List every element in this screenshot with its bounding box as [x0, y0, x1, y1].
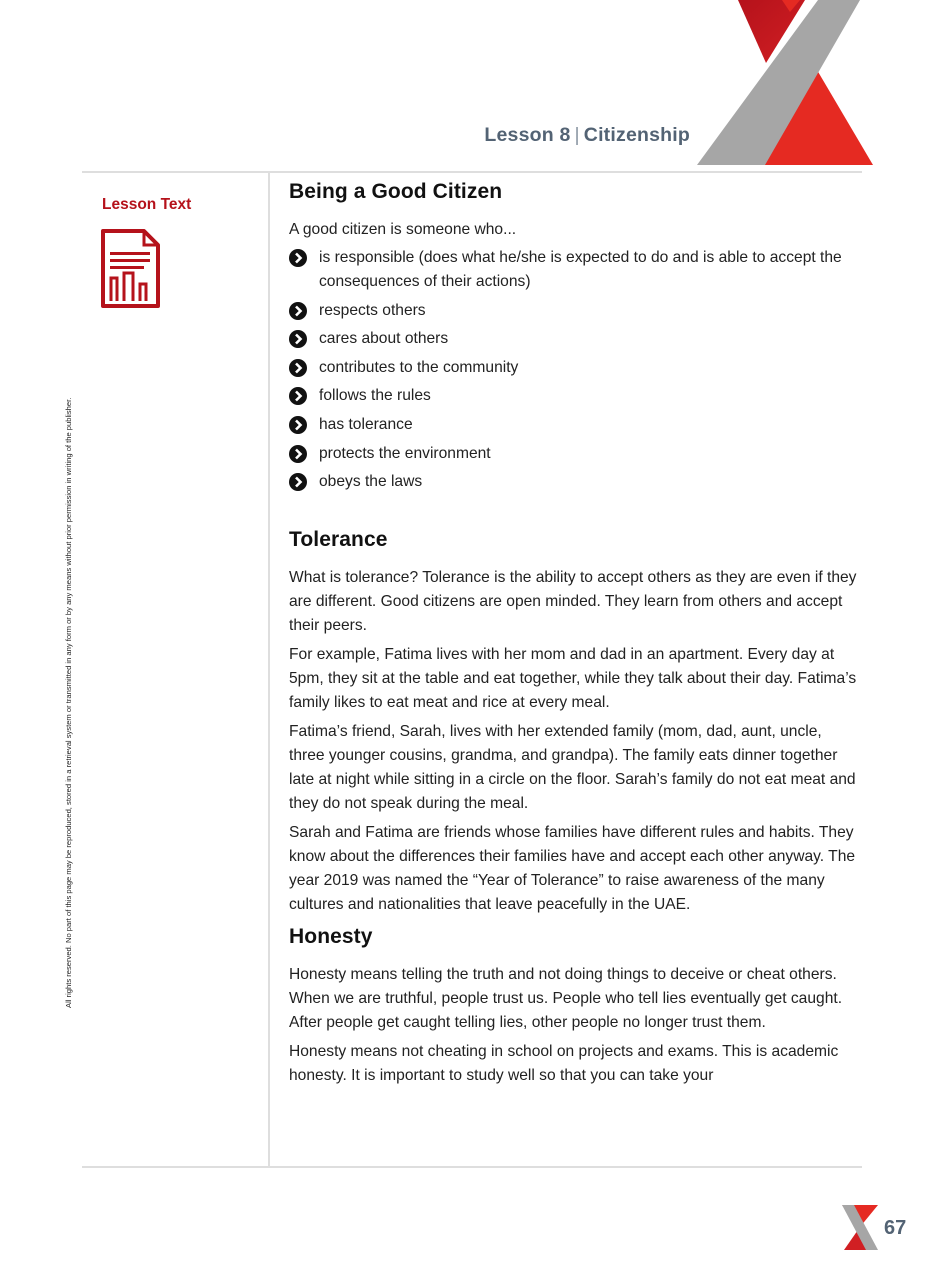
list-item: obeys the laws [289, 470, 859, 494]
chevron-right-circle-icon [289, 416, 307, 434]
chevron-right-circle-icon [289, 302, 307, 320]
bottom-rule [82, 1166, 862, 1168]
copyright-notice: All rights reserved. No part of this page may be reproduced, stored in a retrieval system or transmitted in any form or by any means without prior permission in writing of the publisher. [64, 397, 73, 1008]
list-item: respects others [289, 299, 859, 323]
chevron-right-circle-icon [289, 249, 307, 267]
tolerance-paragraph: Sarah and Fatima are friends whose families have different rules and habits. They know about the differences their families have and accept each other anyway. The year 2019 was named the “Year of Tolerance” to raise awareness of the many cultures and nationalities that leave peacefully in the UAE. [289, 824, 856, 914]
chevron-right-circle-icon [289, 359, 307, 377]
top-rule [82, 171, 862, 173]
chevron-right-circle-icon [289, 473, 307, 491]
document-chart-icon [100, 228, 162, 310]
heading-good-citizen: Being a Good Citizen [289, 180, 503, 203]
brand-x-logo [690, 0, 880, 170]
list-item: has tolerance [289, 413, 859, 437]
chevron-right-circle-icon [289, 445, 307, 463]
brand-x-logo-small [838, 1205, 880, 1250]
chevron-right-circle-icon [289, 387, 307, 405]
good-citizen-list [289, 246, 859, 494]
lesson-header [484, 124, 690, 147]
list-item: protects the environment [289, 442, 859, 466]
good-citizen-intro: A good citizen is someone who... [289, 221, 517, 238]
tolerance-paragraph: For example, Fatima lives with her mom and dad in an apartment. Every day at 5pm, they sit at the table and eat together, while they talk about their day. Fatima’s family likes to eat meat and rice at every meal. [289, 646, 857, 712]
lesson-number: Lesson 8 [484, 124, 571, 146]
page-number: 67 [884, 1217, 907, 1239]
tolerance-paragraph: What is tolerance? Tolerance is the ability to accept others as they are even if they are different. Good citizens are open minded. They learn from others and accept their peers. [289, 569, 857, 635]
sidebar-label: Lesson Text [102, 196, 192, 213]
list-item: follows the rules [289, 384, 859, 408]
lesson-title: Citizenship [583, 124, 690, 146]
list-item: is responsible (does what he/she is expected to do and is able to accept the consequences of their actions) [289, 246, 859, 294]
heading-tolerance: Tolerance [289, 528, 388, 552]
tolerance-paragraph: Fatima’s friend, Sarah, lives with her extended family (mom, dad, aunt, uncle, three younger cousins, grandma, and grandpa). The family eats dinner together late at night while sitting in a circle on the floor. Sarah’s family do not eat meat and they do not speak during the meal. [289, 723, 856, 813]
list-item: contributes to the community [289, 356, 859, 380]
honesty-paragraph: Honesty means telling the truth and not doing things to deceive or cheat others. When we are truthful, people trust us. People who tell lies eventually get caught. After people get caught telling lies, other people no longer trust them. [289, 966, 843, 1032]
header-separator: | [574, 124, 580, 146]
column-divider [268, 173, 270, 1166]
list-item: cares about others [289, 327, 859, 351]
lesson-content [289, 180, 859, 1088]
honesty-paragraph: Honesty means not cheating in school on projects and exams. This is academic honesty. It is important to study well so that you can take your [289, 1043, 839, 1085]
chevron-right-circle-icon [289, 330, 307, 348]
heading-honesty: Honesty [289, 925, 373, 949]
